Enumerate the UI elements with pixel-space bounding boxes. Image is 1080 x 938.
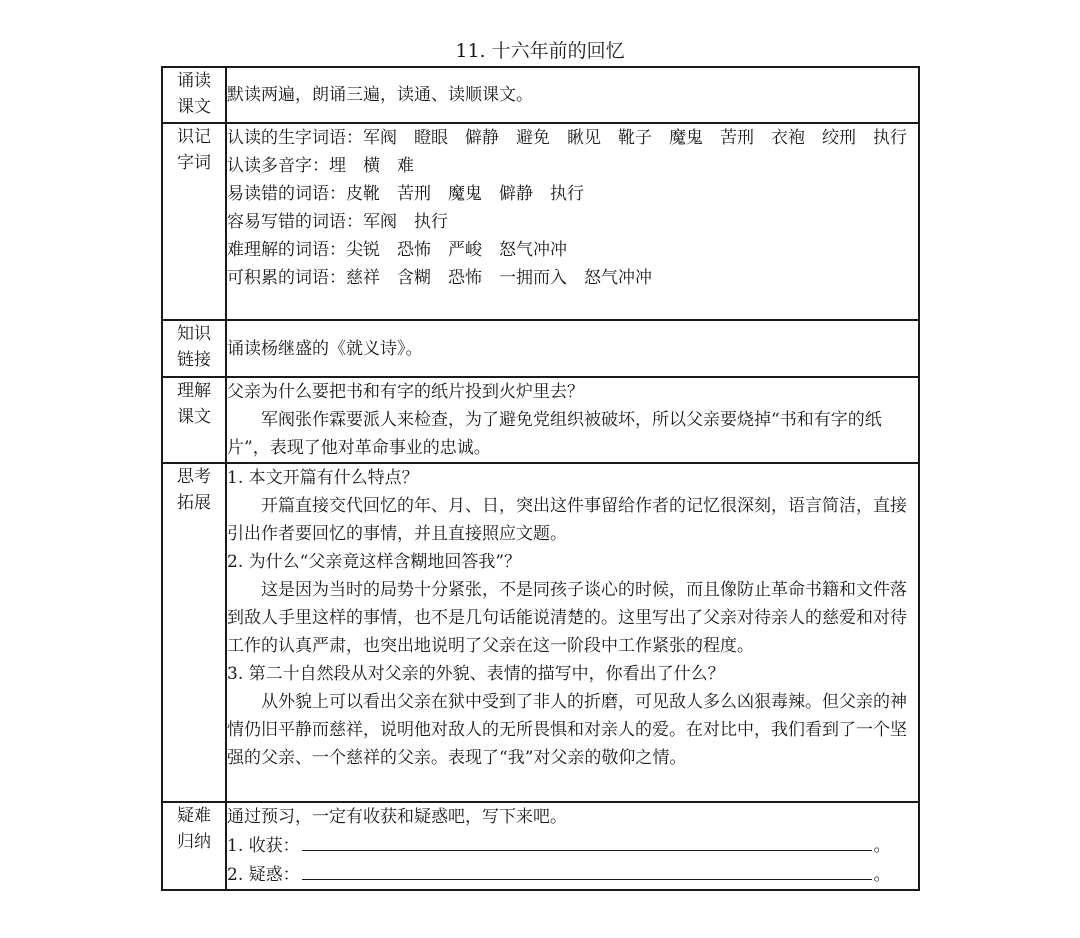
gain-row <box>227 831 918 860</box>
row-label-summary: 疑难归纳 <box>162 802 226 890</box>
vocab-new-words: 认读的生字词语：军阀 瞪眼 僻静 避免 瞅见 靴子 魔鬼 苦刑 衣袍 绞刑 执行 <box>227 128 907 148</box>
think-answer-2: 这是因为当时的局势十分紧张，不是同孩子谈心的时候，而且像防止革命书籍和文件落到敌人手里这样的事情，也不是几句话能说清楚的。这里写出了父亲对待亲人的慈爱和对待工作的认真严肃，也突出地说明了父亲在这一阶段中工作紧张的程度。 <box>227 580 907 656</box>
table-row-summary <box>162 802 919 890</box>
think-answer-1: 开篇直接交代回忆的年、月、日，突出这件事留给作者的记忆很深刻，语言简洁，直接引出作者要回忆的事情，并且直接照应文题。 <box>227 496 907 544</box>
table-row-think-expand <box>162 463 919 802</box>
think-question-1: 1. 本文开篇有什么特点？ <box>227 468 419 488</box>
think-question-3: 3. 第二十自然段从对父亲的外貌、表情的描写中，你看出了什么？ <box>227 664 725 684</box>
think-question-2: 2. 为什么“父亲竟这样含糊地回答我”？ <box>227 552 522 572</box>
gain-end-mark: 。 <box>873 836 891 856</box>
knowledge-link-content <box>226 320 919 377</box>
row-label-think-expand: 思考拓展 <box>162 463 226 802</box>
row-label-knowledge-link: 知识链接 <box>162 320 226 377</box>
gain-answer-line[interactable] <box>302 831 872 851</box>
summary-intro: 通过预习，一定有收获和疑惑吧，写下来吧。 <box>227 807 567 827</box>
document-title: 11. 十六年前的回忆 <box>455 40 625 62</box>
vocab-easy-misread: 易读错的词语：皮靴 苦刑 魔鬼 僻静 执行 <box>227 184 584 204</box>
vocab-polyphones: 认读多音字：埋 横 难 <box>227 156 414 176</box>
preview-table <box>161 66 920 891</box>
doubt-row <box>227 860 918 889</box>
table-row-knowledge-link <box>162 320 919 377</box>
understand-answer: 军阀张作霖要派人来检查，为了避免党组织被破坏，所以父亲要烧掉“书和有字的纸片”，表现了他对革命事业的忠诚。 <box>227 410 882 458</box>
gain-label: 1. 收获： <box>227 836 300 856</box>
recite-instruction: 默读两遍，朗诵三遍，读通、读顺课文。 <box>227 85 533 105</box>
think-answer-3: 从外貌上可以看出父亲在狱中受到了非人的折磨，可见敌人多么凶狠毒辣。但父亲的神情仍旧平静而慈祥，说明他对敌人的无所畏惧和对亲人的爱。在对比中，我们看到了一个坚强的父亲、一个慈祥的父亲。表现了“我”对父亲的敬仰之情。 <box>227 692 907 768</box>
vocab-hard-words: 难理解的词语：尖锐 恐怖 严峻 怒气冲冲 <box>227 240 567 260</box>
row-label-recite: 诵读课文 <box>162 67 226 123</box>
summary-content <box>226 802 919 890</box>
think-expand-content <box>226 463 919 802</box>
knowledge-link-text: 诵读杨继盛的《就义诗》。 <box>227 338 423 359</box>
row-label-vocabulary: 识记字词 <box>162 123 226 320</box>
row-label-understand: 理解课文 <box>162 377 226 463</box>
vocabulary-content <box>226 123 919 320</box>
doubt-end-mark: 。 <box>873 865 891 885</box>
doubt-label: 2. 疑惑： <box>227 865 300 885</box>
understand-question: 父亲为什么要把书和有字的纸片投到火炉里去？ <box>227 382 584 402</box>
vocab-to-accumulate: 可积累的词语：慈祥 含糊 恐怖 一拥而入 怒气冲冲 <box>227 268 652 288</box>
table-row-recite <box>162 67 919 123</box>
recite-content <box>226 67 919 123</box>
understand-content <box>226 377 919 463</box>
table-row-vocabulary <box>162 123 919 320</box>
table-row-understand <box>162 377 919 463</box>
doubt-answer-line[interactable] <box>302 860 872 880</box>
vocab-easy-miswrite: 容易写错的词语：军阀 执行 <box>227 212 448 232</box>
